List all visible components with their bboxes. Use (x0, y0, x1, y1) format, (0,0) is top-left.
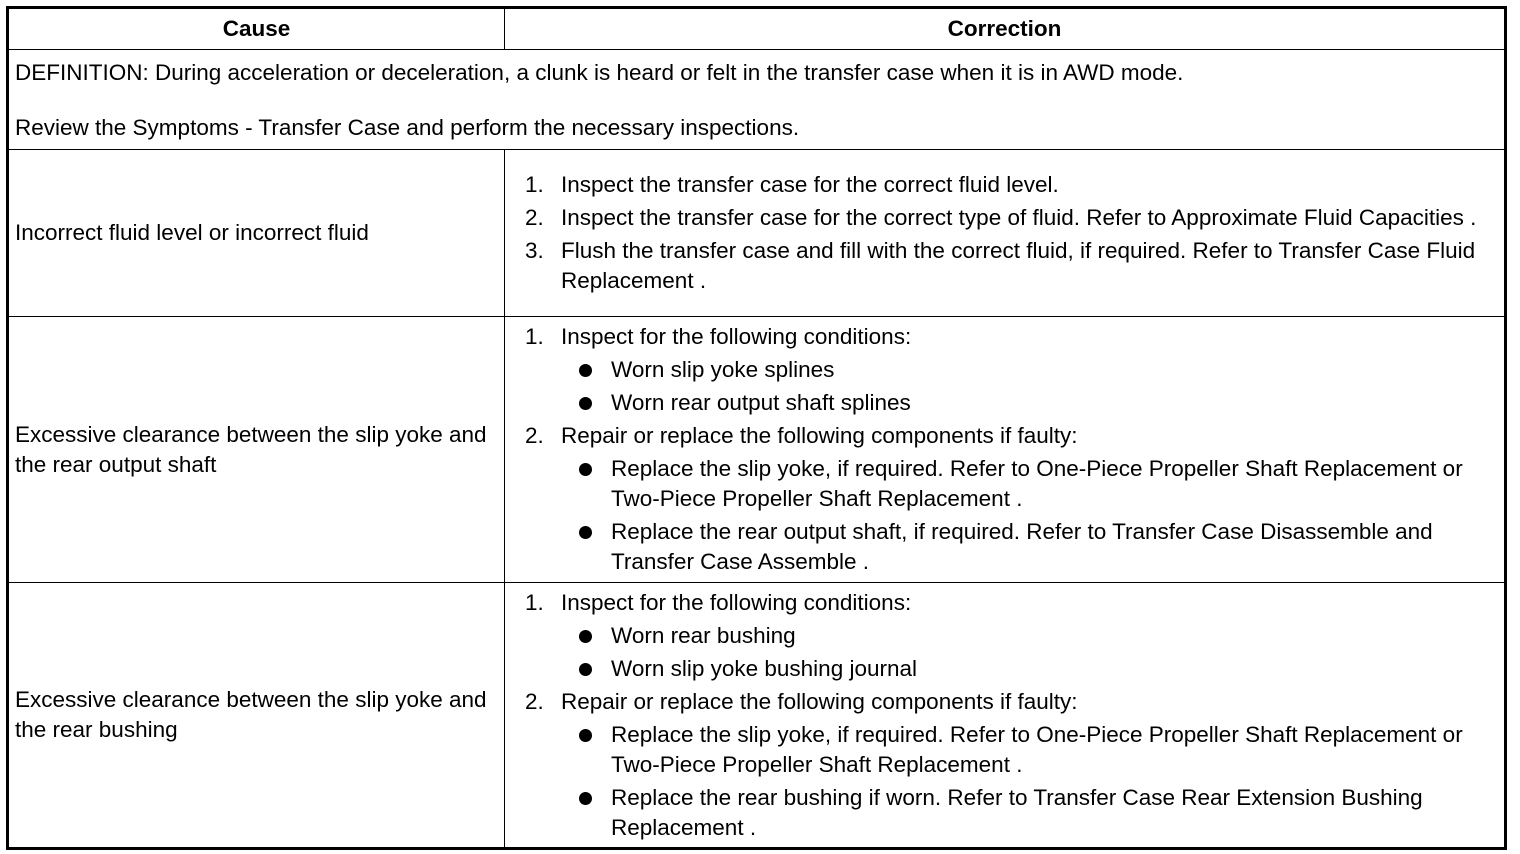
step-text: Inspect the transfer case for the correct fluid level. (561, 172, 1059, 197)
step-text: Flush the transfer case and fill with the correct fluid, if required. Refer to Transfer Case Fluid Replacement . (561, 238, 1476, 293)
step-text: Repair or replace the following components if faulty: (561, 688, 1078, 714)
bullet-dot-icon (579, 397, 592, 410)
bullet-item (561, 783, 1496, 843)
bullet-text: Worn slip yoke bushing journal (611, 655, 918, 681)
step-number: 2. (525, 423, 544, 448)
cause-header: Cause (8, 8, 505, 50)
header-row (8, 8, 1506, 50)
bullet-text: Worn rear bushing (611, 622, 796, 648)
correction-cell (505, 583, 1506, 849)
step-item (523, 170, 1496, 200)
table-row (8, 150, 1506, 317)
bullet-list (561, 355, 1496, 418)
bullet-text: Replace the rear bushing if worn. Refer to Transfer Case Rear Extension Bushing Replacement . (611, 784, 1423, 840)
bullet-item (561, 621, 1496, 651)
bullet-list (561, 454, 1496, 577)
step-text: Inspect for the following conditions: (561, 589, 912, 615)
bullet-dot-icon (579, 630, 592, 643)
step-item (523, 687, 1496, 843)
table-row (8, 317, 1506, 583)
definition-cell (8, 50, 1506, 150)
step-text: Inspect the transfer case for the correct type of fluid. Refer to Approximate Fluid Capacities . (561, 205, 1477, 230)
definition-spacer (15, 88, 1498, 113)
step-number: 1. (525, 324, 544, 349)
table-row (8, 583, 1506, 849)
bullet-item (561, 454, 1496, 514)
step-text: Inspect for the following conditions: (561, 324, 912, 349)
bullet-text: Replace the slip yoke, if required. Refer to One-Piece Propeller Shaft Replacement or Two-Piece Propeller Shaft Replacement . (611, 456, 1463, 511)
bullet-item (561, 654, 1496, 684)
step-item (523, 322, 1496, 418)
diagnostic-table (6, 6, 1507, 850)
correction-steps (523, 588, 1496, 843)
bullet-dot-icon (579, 364, 592, 377)
bullet-item (561, 388, 1496, 418)
bullet-text: Replace the rear output shaft, if required. Refer to Transfer Case Disassemble and Transfer Case Assemble . (611, 519, 1433, 574)
step-number: 2. (525, 205, 544, 230)
step-item (523, 203, 1496, 233)
step-item (523, 236, 1496, 296)
correction-steps (523, 170, 1496, 296)
bullet-text: Replace the slip yoke, if required. Refer to One-Piece Propeller Shaft Replacement or Two-Piece Propeller Shaft Replacement . (611, 721, 1463, 777)
bullet-dot-icon (579, 526, 592, 539)
bullet-dot-icon (579, 729, 592, 742)
bullet-item (561, 355, 1496, 385)
bullet-list (561, 621, 1496, 684)
cause-cell: Excessive clearance between the slip yoke and the rear bushing (8, 583, 505, 849)
definition-text: DEFINITION: During acceleration or deceleration, a clunk is heard or felt in the transfer case when it is in AWD mode. (15, 60, 1184, 85)
bullet-item (561, 720, 1496, 780)
step-text: Repair or replace the following components if faulty: (561, 423, 1078, 448)
step-number: 1. (525, 172, 544, 197)
bullet-list (561, 720, 1496, 843)
review-text: Review the Symptoms - Transfer Case and perform the necessary inspections. (15, 115, 800, 140)
correction-cell (505, 150, 1506, 317)
step-number: 2. (525, 688, 544, 714)
bullet-item (561, 517, 1496, 577)
correction-steps (523, 322, 1496, 577)
step-item (523, 421, 1496, 577)
bullet-dot-icon (579, 663, 592, 676)
bullet-dot-icon (579, 792, 592, 805)
bullet-text: Worn slip yoke splines (611, 357, 835, 382)
cause-cell: Incorrect fluid level or incorrect fluid (8, 150, 505, 317)
step-number: 3. (525, 238, 544, 263)
correction-cell (505, 317, 1506, 583)
step-number: 1. (525, 589, 544, 615)
bullet-dot-icon (579, 463, 592, 476)
definition-row (8, 50, 1506, 150)
cause-cell: Excessive clearance between the slip yoke and the rear output shaft (8, 317, 505, 583)
correction-header: Correction (505, 8, 1506, 50)
step-item (523, 588, 1496, 684)
bullet-text: Worn rear output shaft splines (611, 390, 911, 415)
